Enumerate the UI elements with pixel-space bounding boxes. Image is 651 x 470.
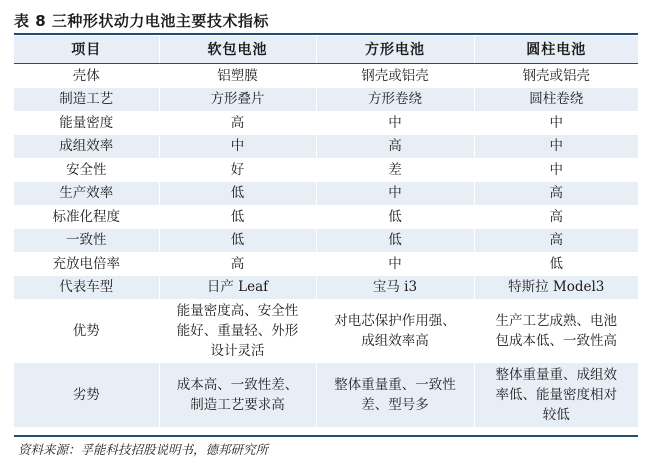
cell: 圆柱卷绕 [474, 88, 638, 112]
cell: 中 [316, 182, 474, 206]
cell-line: 率低、能量密度相对 [495, 387, 617, 403]
cell-line: 制造工艺要求高 [190, 397, 285, 413]
cell: 宝马 i3 [316, 276, 474, 300]
cell: 低 [159, 182, 316, 206]
cell-line: 成本高、一致性差、 [176, 377, 299, 393]
cell [316, 363, 474, 427]
cell: 高 [316, 135, 474, 159]
row-label: 安全性 [14, 158, 159, 182]
top-rule [14, 33, 638, 35]
table-row [14, 276, 638, 300]
table-row [14, 252, 638, 276]
cell [159, 363, 316, 427]
cell-line: 设计灵活 [210, 343, 265, 359]
cell: 中 [316, 252, 474, 276]
cell: 低 [474, 252, 638, 276]
cell-line: 对电芯保护作用强、 [334, 313, 456, 329]
cell: 方形叠片 [159, 88, 316, 112]
cell: 低 [159, 205, 316, 229]
cell-line: 差、型号多 [361, 397, 429, 413]
cell: 特斯拉 Model3 [474, 276, 638, 300]
cell-line: 较低 [542, 407, 570, 423]
cell [316, 299, 474, 363]
cell: 钢壳或铝壳 [316, 64, 474, 88]
header-prismatic: 方形电池 [316, 36, 474, 64]
cell: 差 [316, 158, 474, 182]
table-row [14, 88, 638, 112]
table-row [14, 111, 638, 135]
cell-line: 成组效率高 [361, 333, 429, 349]
row-label: 成组效率 [14, 135, 159, 159]
table-row [14, 158, 638, 182]
table-row [14, 182, 638, 206]
cell [159, 299, 316, 363]
table-row-advantages [14, 299, 638, 363]
table-row-disadvantages [14, 363, 638, 427]
cell: 高 [474, 182, 638, 206]
cell: 日产 Leaf [159, 276, 316, 300]
cell: 好 [159, 158, 316, 182]
table-row [14, 135, 638, 159]
row-label: 生产效率 [14, 182, 159, 206]
header-cylindrical: 圆柱电池 [474, 36, 638, 64]
row-label: 优势 [14, 299, 159, 363]
cell-line: 能好、重量轻、外形 [176, 323, 299, 339]
cell: 中 [474, 158, 638, 182]
cell: 低 [316, 229, 474, 253]
cell: 高 [159, 252, 316, 276]
row-label: 代表车型 [14, 276, 159, 300]
table-row [14, 64, 638, 88]
table-header-row [14, 36, 638, 64]
row-label: 标准化程度 [14, 205, 159, 229]
table-row [14, 205, 638, 229]
cell: 中 [159, 135, 316, 159]
cell-line: 整体重量重、成组效 [495, 367, 617, 383]
header-item: 项目 [14, 36, 159, 64]
cell: 低 [159, 229, 316, 253]
cell: 方形卷绕 [316, 88, 474, 112]
cell [474, 299, 638, 363]
row-label: 能量密度 [14, 111, 159, 135]
row-label: 一致性 [14, 229, 159, 253]
row-label: 制造工艺 [14, 88, 159, 112]
source-note: 资料来源：孚能科技招股说明书，德邦研究所 [18, 442, 269, 457]
cell-line: 包成本低、一致性高 [495, 333, 617, 349]
row-label: 壳体 [14, 64, 159, 88]
table-row [14, 229, 638, 253]
cell: 高 [474, 205, 638, 229]
cell-line: 能量密度高、安全性 [176, 303, 299, 319]
cell: 中 [474, 135, 638, 159]
header-pouch: 软包电池 [159, 36, 316, 64]
table-title: 表 8 三种形状动力电池主要技术指标 [14, 12, 269, 30]
cell: 中 [474, 111, 638, 135]
cell: 高 [474, 229, 638, 253]
cell: 低 [316, 205, 474, 229]
spec-table [14, 36, 638, 427]
row-label: 充放电倍率 [14, 252, 159, 276]
row-label: 劣势 [14, 363, 159, 427]
cell: 钢壳或铝壳 [474, 64, 638, 88]
cell-line: 生产工艺成熟、电池 [495, 313, 617, 329]
cell-line: 整体重量重、一致性 [334, 377, 456, 393]
cell [474, 363, 638, 427]
bottom-rule [14, 435, 638, 437]
cell: 铝塑膜 [159, 64, 316, 88]
cell: 中 [316, 111, 474, 135]
cell: 高 [159, 111, 316, 135]
